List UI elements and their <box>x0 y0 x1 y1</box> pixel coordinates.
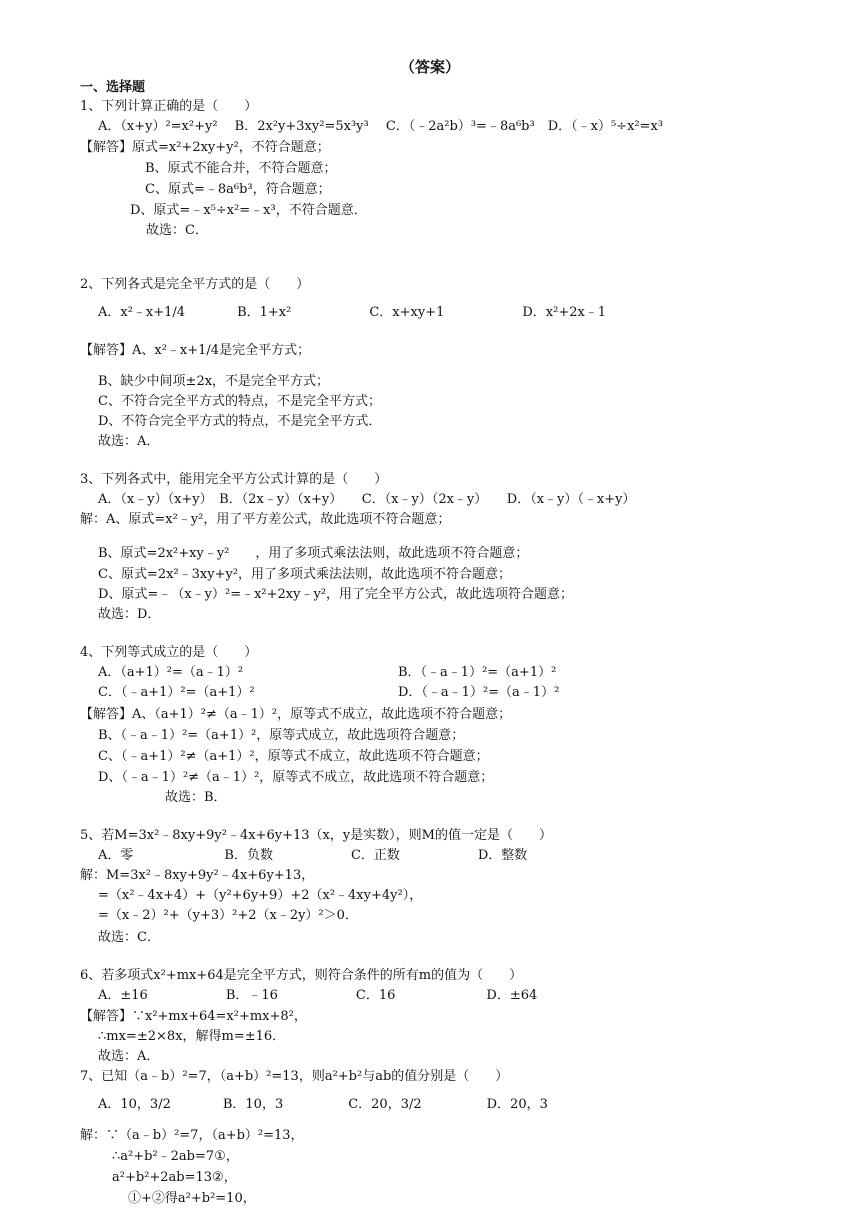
question-1-options: A．（x+y）²=x²+y² B．2x²y+3xy²=5x³y³ C．（﹣2a²b）³=﹣8a⁶b³ D．（﹣x）⁵÷x²=x³ <box>98 119 664 134</box>
question-6: 6、若多项式x²+mx+64是完全平方式，则符合条件的所有m的值为（ ） <box>80 968 523 983</box>
answer-line: 解：∵（a﹣b）²=7，（a+b）²=13， <box>80 1128 304 1143</box>
question-4: 4、下列等式成立的是（ ） <box>80 645 258 660</box>
question-2: 2、下列各式是完全平方式的是（ ） <box>80 277 310 292</box>
answer-line: B、（﹣a﹣1）²=（a+1）²，原等式成立，故此选项符合题意； <box>98 728 465 743</box>
answer-line: B、原式=2x²+xy﹣y² ，用了多项式乘法法则，故此选项不符合题意； <box>98 546 529 561</box>
answer-line: D、（﹣a﹣1）²≠（a﹣1）²，原等式不成立，故此选项不符合题意； <box>98 770 494 785</box>
question-7: 7、已知（a﹣b）²=7，（a+b）²=13，则a²+b²与ab的值分别是（ ） <box>80 1069 509 1084</box>
question-7-options: A．10，3/2 B．10，3 C．20，3/2 D．20，3 <box>98 1097 548 1112</box>
answer-line: a²+b²+2ab=13②， <box>112 1170 237 1185</box>
answer-choice: 故选：B． <box>165 790 227 805</box>
answer-line: ∴a²+b²﹣2ab=7①， <box>112 1149 239 1164</box>
answer-choice: 故选：A． <box>98 1049 160 1064</box>
answer-line: 【解答】∵x²+mx+64=x²+mx+8²， <box>80 1009 307 1024</box>
answer-line: 解：A、原式=x²﹣y²，用了平方差公式，故此选项不符合题意； <box>80 512 451 527</box>
answer-line: D、不符合完全平方式的特点，不是完全平方式． <box>98 414 382 429</box>
option-d: D．（﹣a﹣1）²=（a﹣1）² <box>398 685 560 700</box>
question-3-options: A．（x﹣y）（x+y） B．（2x﹣y）（x+y） C．（x﹣y）（2x﹣y） D．（x﹣y）（﹣x+y） <box>98 492 636 507</box>
answer-line: ∴mx=±2×8x，解得m=±16． <box>98 1029 286 1044</box>
answer-choice: 故选：D． <box>98 607 161 622</box>
question-2-options: A．x²﹣x+1/4 B．1+x² C．x+xy+1 D．x²+2x﹣1 <box>98 305 607 320</box>
question-6-options: A．±16 B．﹣16 C．16 D．±64 <box>98 988 538 1003</box>
answer-choice: 故选：C． <box>98 930 160 945</box>
answer-line: C、不符合完全平方式的特点，不是完全平方式； <box>98 394 381 409</box>
question-3: 3、下列各式中，能用完全平方公式计算的是（ ） <box>80 472 388 487</box>
answer-line: D、原式=﹣x⁵÷x²=﹣x³，不符合题意． <box>130 203 367 218</box>
question-5-options: A．零 B．负数 C．正数 D．整数 <box>98 848 528 863</box>
option-a: A．（a+1）²=（a﹣1）² <box>98 665 244 680</box>
answer-choice: 故选：A． <box>98 434 160 449</box>
option-b: B．（﹣a﹣1）²=（a+1）² <box>398 665 557 680</box>
answer-line: 解：M=3x²﹣8xy+9y²﹣4x+6y+13， <box>80 868 315 883</box>
option-c: C．（﹣a+1）²=（a+1）² <box>98 685 255 700</box>
answer-line: ①+②得a²+b²=10， <box>128 1191 256 1206</box>
answer-line: C、原式=2x²﹣3xy+y²，用了多项式乘法法则，故此选项不符合题意； <box>98 567 512 582</box>
answer-line: 【解答】A、（a+1）²≠（a﹣1）²，原等式不成立，故此选项不符合题意； <box>80 707 512 722</box>
answer-choice: 故选：C． <box>146 223 208 238</box>
answer-line: 【解答】A、x²﹣x+1/4是完全平方式； <box>80 343 311 358</box>
answer-line: 【解答】原式=x²+2xy+y²，不符合题意； <box>80 140 330 155</box>
question-5: 5、若M=3x²﹣8xy+9y²﹣4x+6y+13（x，y是实数），则M的值一定是（ ） <box>80 828 552 843</box>
answer-line: C、（﹣a+1）²≠（a+1）²，原等式不成立，故此选项不符合题意； <box>98 749 489 764</box>
answer-line: =（x﹣2）²+（y+3）²+2（x﹣2y）²＞0． <box>98 908 358 923</box>
answer-line: B、原式不能合并，不符合题意； <box>145 161 337 176</box>
question-1: 1、下列计算正确的是（ ） <box>80 99 258 114</box>
answer-line: C、原式=﹣8a⁶b³，符合题意； <box>145 182 331 197</box>
answer-line: D、原式=﹣（x﹣y）²=﹣x²+2xy﹣y²，用了完全平方公式，故此选项符合题意； <box>98 587 574 602</box>
page-title: （答案） <box>399 58 460 76</box>
section-heading: 一、选择题 <box>80 80 146 95</box>
answer-line: B、缺少中间项±2x，不是完全平方式； <box>98 374 330 389</box>
answer-line: =（x²﹣4x+4）+（y²+6y+9）+2（x²﹣4xy+4y²）， <box>98 888 423 903</box>
